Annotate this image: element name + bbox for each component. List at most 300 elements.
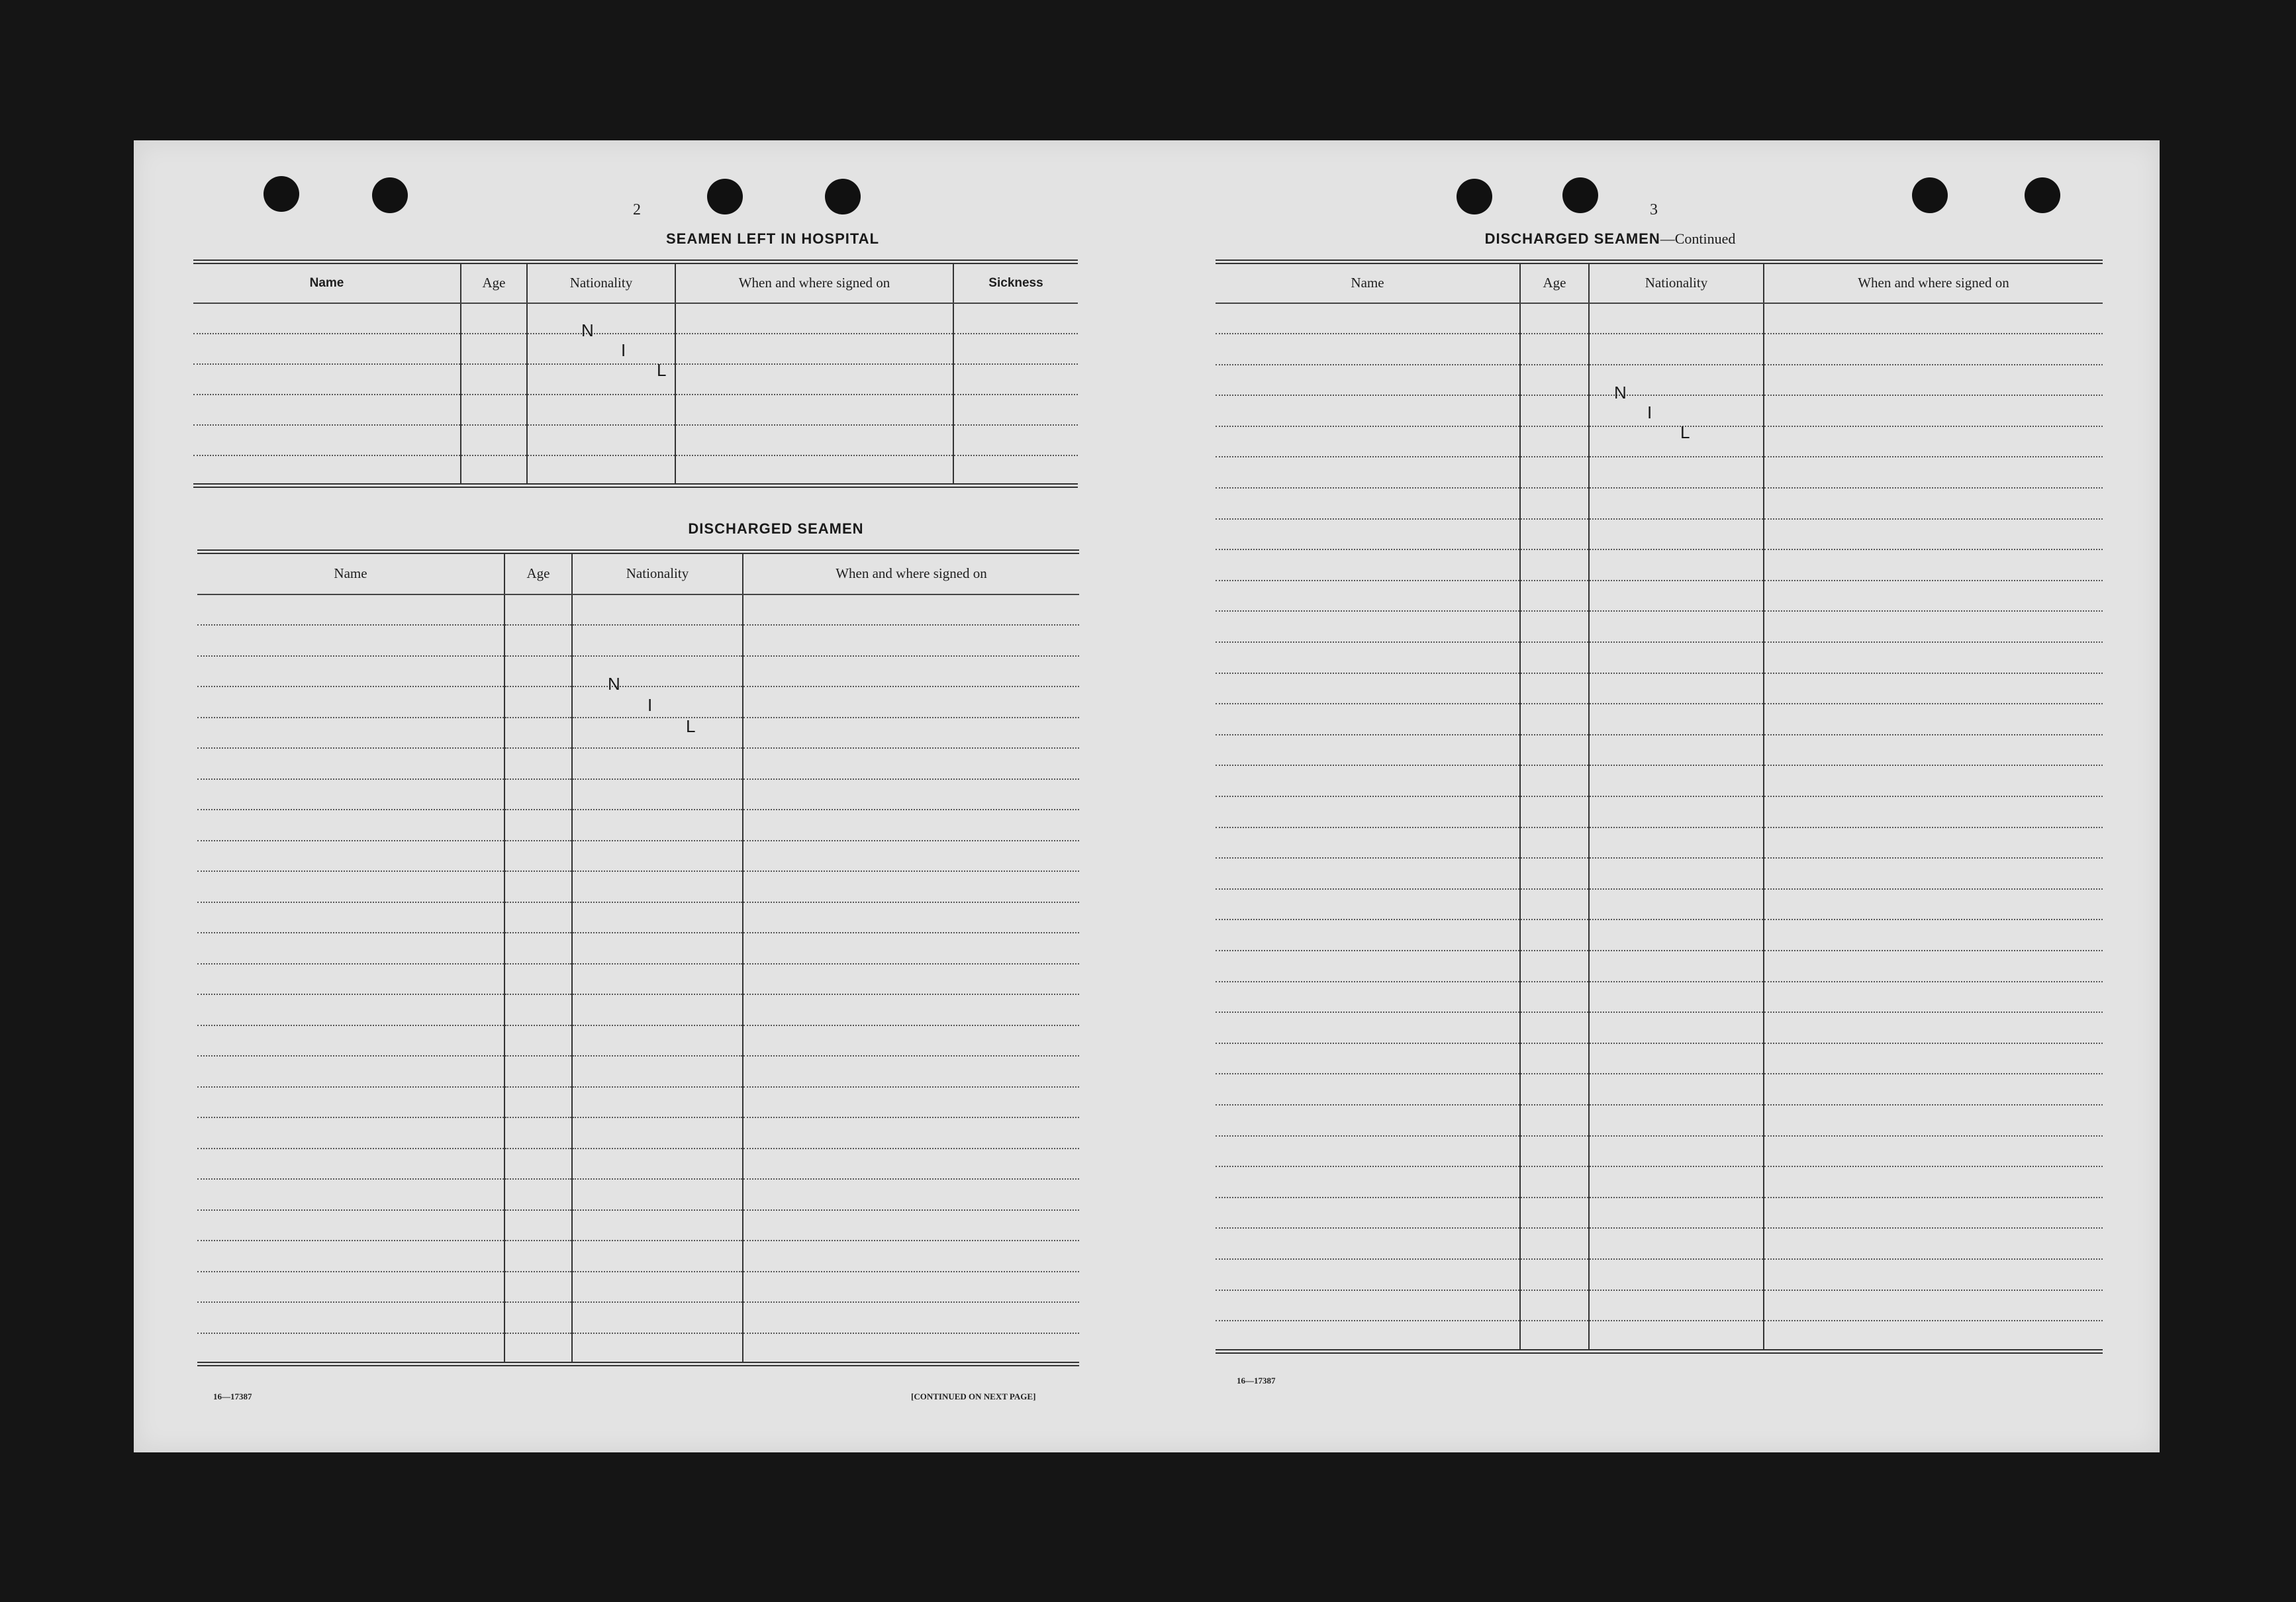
table-row xyxy=(197,964,1079,995)
table-cell xyxy=(1216,1074,1520,1105)
continued-note: [CONTINUED ON NEXT PAGE] xyxy=(911,1391,1036,1401)
table-cell xyxy=(197,933,504,964)
table-cell xyxy=(572,841,743,872)
table-cell xyxy=(197,1117,504,1149)
table-cell xyxy=(572,933,743,964)
table-row xyxy=(197,1241,1079,1272)
table-cell xyxy=(1216,457,1520,488)
table-cell xyxy=(1764,303,2103,334)
table-cell xyxy=(197,748,504,779)
table-cell xyxy=(1589,549,1764,581)
table-cell xyxy=(197,994,504,1025)
table-cell xyxy=(1216,765,1520,796)
table-cell xyxy=(1520,1228,1589,1259)
table-row xyxy=(1216,982,2103,1013)
table-cell xyxy=(1216,334,1520,365)
table-cell xyxy=(1764,735,2103,766)
table-cell xyxy=(1589,1198,1764,1229)
table-cell xyxy=(1520,334,1589,365)
column-header-sickness: Sickness xyxy=(953,262,1078,303)
table-cell xyxy=(675,395,953,425)
table-cell xyxy=(743,1241,1079,1272)
table-cell xyxy=(743,841,1079,872)
table-cell xyxy=(504,964,572,995)
table-row xyxy=(1216,919,2103,951)
table-row xyxy=(1216,827,2103,859)
table-cell xyxy=(197,718,504,749)
table-cell xyxy=(572,1117,743,1149)
table-cell xyxy=(1589,334,1764,365)
table-cell xyxy=(1216,858,1520,889)
nil-entry-letter: L xyxy=(1680,422,1690,442)
hospital-table xyxy=(193,259,1078,488)
punch-hole xyxy=(2025,177,2060,213)
table-cell xyxy=(1216,1136,1520,1167)
table-row xyxy=(197,810,1079,841)
table-cell xyxy=(1764,549,2103,581)
table-cell xyxy=(1216,519,1520,550)
table-cell xyxy=(1589,1074,1764,1105)
table-row xyxy=(193,455,1078,486)
table-cell xyxy=(1589,858,1764,889)
table-cell xyxy=(743,718,1079,749)
column-header-signed-on: When and where signed on xyxy=(675,262,953,303)
punch-hole xyxy=(372,177,408,213)
table-cell xyxy=(1216,1290,1520,1321)
title-suffix: —Continued xyxy=(1660,230,1736,247)
nil-entry-letter: I xyxy=(621,340,626,360)
discharged-continued-table-body xyxy=(1216,303,2103,1352)
table-cell xyxy=(1764,827,2103,859)
table-cell xyxy=(1589,951,1764,982)
discharged-table xyxy=(197,549,1079,1366)
table-cell xyxy=(504,810,572,841)
table-cell xyxy=(1589,1043,1764,1074)
table-cell xyxy=(527,303,675,334)
table-cell xyxy=(197,1149,504,1180)
table-cell xyxy=(1764,581,2103,612)
table-cell xyxy=(1216,1043,1520,1074)
table-cell xyxy=(527,334,675,364)
table-cell xyxy=(504,1333,572,1364)
table-cell xyxy=(572,1025,743,1057)
table-row xyxy=(197,1117,1079,1149)
column-header-name: Name xyxy=(197,552,504,594)
table-cell xyxy=(1589,426,1764,457)
table-cell xyxy=(1764,1228,2103,1259)
table-row xyxy=(197,1179,1079,1210)
table-row xyxy=(1216,457,2103,488)
table-row xyxy=(197,594,1079,626)
table-cell xyxy=(193,425,461,455)
table-cell xyxy=(504,748,572,779)
table-cell xyxy=(197,1333,504,1364)
table-cell xyxy=(1589,642,1764,673)
table-cell xyxy=(1520,519,1589,550)
table-row xyxy=(1216,395,2103,426)
table-cell xyxy=(1764,642,2103,673)
table-cell xyxy=(504,594,572,626)
table-cell xyxy=(197,1025,504,1057)
table-cell xyxy=(1520,1074,1589,1105)
table-cell xyxy=(1589,704,1764,735)
table-cell xyxy=(504,1210,572,1241)
table-row xyxy=(1216,611,2103,642)
table-cell xyxy=(743,1272,1079,1303)
table-cell xyxy=(1764,1321,2103,1352)
table-cell xyxy=(1764,1290,2103,1321)
table-cell xyxy=(197,625,504,656)
table-cell xyxy=(572,594,743,626)
table-cell xyxy=(1589,581,1764,612)
table-cell xyxy=(1216,982,1520,1013)
table-cell xyxy=(743,1087,1079,1118)
table-cell xyxy=(197,1179,504,1210)
table-cell xyxy=(1216,488,1520,519)
table-cell xyxy=(1764,1166,2103,1198)
table-row xyxy=(197,686,1079,718)
table-cell xyxy=(1520,1105,1589,1136)
table-cell xyxy=(675,364,953,395)
table-cell xyxy=(504,1241,572,1272)
table-cell xyxy=(1216,1321,1520,1352)
table-cell xyxy=(197,964,504,995)
table-cell xyxy=(1764,1012,2103,1043)
table-cell xyxy=(572,625,743,656)
punch-hole xyxy=(1912,177,1948,213)
table-cell xyxy=(504,1272,572,1303)
table-cell xyxy=(504,625,572,656)
table-row xyxy=(1216,642,2103,673)
table-cell xyxy=(1589,488,1764,519)
table-cell xyxy=(1589,1105,1764,1136)
table-cell xyxy=(1520,642,1589,673)
table-cell xyxy=(1216,1166,1520,1198)
table-cell xyxy=(1764,1259,2103,1290)
table-cell xyxy=(1764,1198,2103,1229)
table-cell xyxy=(1520,796,1589,827)
table-cell xyxy=(1520,581,1589,612)
column-header-nationality: Nationality xyxy=(527,262,675,303)
table-cell xyxy=(1216,549,1520,581)
table-cell xyxy=(1764,951,2103,982)
table-cell xyxy=(743,902,1079,933)
table-cell xyxy=(953,425,1078,455)
table-row xyxy=(197,1333,1079,1364)
column-header-age: Age xyxy=(461,262,527,303)
table-cell xyxy=(572,748,743,779)
table-cell xyxy=(1764,365,2103,396)
column-header-name: Name xyxy=(193,262,461,303)
table-cell xyxy=(572,686,743,718)
table-cell xyxy=(504,1025,572,1057)
table-row xyxy=(1216,765,2103,796)
table-cell xyxy=(461,364,527,395)
table-row xyxy=(1216,1228,2103,1259)
table-cell xyxy=(1764,765,2103,796)
table-cell xyxy=(1520,611,1589,642)
table-cell xyxy=(504,1149,572,1180)
table-cell xyxy=(1520,889,1589,920)
column-header-signed-on: When and where signed on xyxy=(1764,262,2103,303)
table-cell xyxy=(1520,395,1589,426)
punch-hole xyxy=(1457,179,1492,214)
table-cell xyxy=(1520,827,1589,859)
table-row xyxy=(197,994,1079,1025)
table-cell xyxy=(743,964,1079,995)
table-cell xyxy=(1764,426,2103,457)
table-cell xyxy=(1589,827,1764,859)
table-cell xyxy=(743,994,1079,1025)
table-cell xyxy=(743,1210,1079,1241)
table-cell xyxy=(1520,1136,1589,1167)
table-cell xyxy=(1216,735,1520,766)
table-cell xyxy=(193,334,461,364)
table-cell xyxy=(572,994,743,1025)
table-cell xyxy=(1520,673,1589,704)
table-cell xyxy=(1764,1105,2103,1136)
table-cell xyxy=(1216,704,1520,735)
table-cell xyxy=(1520,1321,1589,1352)
nil-entry-letter: L xyxy=(657,360,667,380)
table-cell xyxy=(1764,982,2103,1013)
column-header-nationality: Nationality xyxy=(1589,262,1764,303)
table-cell xyxy=(461,334,527,364)
table-row xyxy=(193,334,1078,364)
table-cell xyxy=(1520,1012,1589,1043)
table-cell xyxy=(572,1179,743,1210)
table-cell xyxy=(1764,334,2103,365)
table-cell xyxy=(1520,1166,1589,1198)
table-cell xyxy=(1589,519,1764,550)
table-cell xyxy=(197,686,504,718)
table-row xyxy=(1216,858,2103,889)
table-cell xyxy=(572,1056,743,1087)
table-row xyxy=(193,364,1078,395)
table-row xyxy=(1216,365,2103,396)
table-cell xyxy=(461,395,527,425)
table-cell xyxy=(197,1056,504,1087)
table-row xyxy=(193,395,1078,425)
table-row xyxy=(197,1149,1079,1180)
table-cell xyxy=(1764,611,2103,642)
page-number: 3 xyxy=(1650,201,1658,218)
table-cell xyxy=(1589,1290,1764,1321)
table-row xyxy=(1216,704,2103,735)
table-cell xyxy=(1520,1290,1589,1321)
discharged-continued-table xyxy=(1216,259,2103,1354)
table-cell xyxy=(743,1056,1079,1087)
table-cell xyxy=(1589,889,1764,920)
table-row xyxy=(1216,1136,2103,1167)
table-cell xyxy=(1520,1198,1589,1229)
table-cell xyxy=(1216,1012,1520,1043)
table-row xyxy=(1216,549,2103,581)
column-header-nationality: Nationality xyxy=(572,552,743,594)
table-cell xyxy=(572,1302,743,1333)
table-cell xyxy=(1520,704,1589,735)
table-cell xyxy=(743,779,1079,810)
table-row xyxy=(197,902,1079,933)
table-cell xyxy=(743,1333,1079,1364)
table-cell xyxy=(504,1302,572,1333)
table-cell xyxy=(504,1056,572,1087)
punch-hole xyxy=(825,179,861,214)
table-cell xyxy=(1520,951,1589,982)
table-cell xyxy=(1520,919,1589,951)
table-cell xyxy=(572,779,743,810)
table-cell xyxy=(1216,365,1520,396)
table-cell xyxy=(572,1210,743,1241)
table-cell xyxy=(504,902,572,933)
table-cell xyxy=(1520,735,1589,766)
nil-entry-letter: I xyxy=(1647,402,1652,422)
table-row xyxy=(197,1087,1079,1118)
table-cell xyxy=(504,686,572,718)
table-cell xyxy=(1216,1228,1520,1259)
table-cell xyxy=(572,902,743,933)
table-cell xyxy=(1216,919,1520,951)
table-cell xyxy=(572,964,743,995)
table-cell xyxy=(1216,303,1520,334)
table-row xyxy=(1216,1105,2103,1136)
column-header-signed-on: When and where signed on xyxy=(743,552,1079,594)
table-row xyxy=(1216,1290,2103,1321)
table-cell xyxy=(1764,919,2103,951)
table-row xyxy=(1216,1012,2103,1043)
hospital-table-body xyxy=(193,303,1078,486)
table-row xyxy=(193,425,1078,455)
table-cell xyxy=(1589,457,1764,488)
table-cell xyxy=(1216,889,1520,920)
table-cell xyxy=(1764,1074,2103,1105)
table-cell xyxy=(572,1333,743,1364)
table-cell xyxy=(1520,1043,1589,1074)
table-row xyxy=(197,871,1079,902)
table-row xyxy=(1216,303,2103,334)
table-cell xyxy=(504,779,572,810)
table-cell xyxy=(1764,488,2103,519)
table-row xyxy=(197,1272,1079,1303)
table-row xyxy=(1216,1074,2103,1105)
table-cell xyxy=(1520,426,1589,457)
table-cell xyxy=(1216,581,1520,612)
table-cell xyxy=(461,425,527,455)
table-cell xyxy=(1520,488,1589,519)
table-cell xyxy=(572,656,743,687)
column-header-age: Age xyxy=(1520,262,1589,303)
table-row xyxy=(197,656,1079,687)
table-row xyxy=(197,933,1079,964)
table-row xyxy=(197,718,1079,749)
table-cell xyxy=(197,902,504,933)
table-cell xyxy=(675,334,953,364)
table-cell xyxy=(1520,982,1589,1013)
table-cell xyxy=(504,933,572,964)
table-cell xyxy=(1589,611,1764,642)
table-cell xyxy=(197,810,504,841)
column-header-age: Age xyxy=(504,552,572,594)
table-cell xyxy=(1764,395,2103,426)
table-row xyxy=(193,303,1078,334)
table-cell xyxy=(572,1272,743,1303)
table-cell xyxy=(193,364,461,395)
table-cell xyxy=(197,594,504,626)
table-cell xyxy=(504,994,572,1025)
table-cell xyxy=(527,395,675,425)
table-cell xyxy=(572,1149,743,1180)
table-cell xyxy=(743,1025,1079,1057)
table-cell xyxy=(197,1087,504,1118)
table-cell xyxy=(504,718,572,749)
table-row xyxy=(197,1210,1079,1241)
table-cell xyxy=(1589,1259,1764,1290)
document-page xyxy=(134,140,2160,1452)
table-cell xyxy=(1589,765,1764,796)
table-cell xyxy=(953,334,1078,364)
table-cell xyxy=(1589,919,1764,951)
table-cell xyxy=(527,455,675,486)
table-cell xyxy=(1216,1198,1520,1229)
table-cell xyxy=(1216,426,1520,457)
table-row xyxy=(197,1025,1079,1057)
table-cell xyxy=(1589,1012,1764,1043)
table-cell xyxy=(743,1149,1079,1180)
table-row xyxy=(1216,889,2103,920)
table-cell xyxy=(1589,303,1764,334)
table-cell xyxy=(504,656,572,687)
table-cell xyxy=(197,1272,504,1303)
table-row xyxy=(1216,426,2103,457)
table-row xyxy=(1216,488,2103,519)
table-cell xyxy=(1764,858,2103,889)
table-cell xyxy=(743,625,1079,656)
punch-hole xyxy=(707,179,743,214)
table-row xyxy=(197,1302,1079,1333)
table-row xyxy=(197,779,1079,810)
table-cell xyxy=(1764,796,2103,827)
table-row xyxy=(197,1056,1079,1087)
table-cell xyxy=(1216,673,1520,704)
nil-entry-letter: L xyxy=(686,716,696,736)
table-cell xyxy=(953,395,1078,425)
table-row xyxy=(1216,1321,2103,1352)
table-cell xyxy=(1764,889,2103,920)
table-cell xyxy=(743,686,1079,718)
table-row xyxy=(1216,581,2103,612)
table-row xyxy=(1216,673,2103,704)
table-row xyxy=(197,625,1079,656)
table-cell xyxy=(572,1087,743,1118)
table-row xyxy=(1216,1259,2103,1290)
table-cell xyxy=(1216,395,1520,426)
table-cell xyxy=(675,425,953,455)
table-cell xyxy=(743,810,1079,841)
table-cell xyxy=(1589,1228,1764,1259)
table-cell xyxy=(1589,673,1764,704)
table-cell xyxy=(1764,519,2103,550)
discharged-section-title: DISCHARGED SEAMEN xyxy=(688,520,864,537)
table-cell xyxy=(572,871,743,902)
table-cell xyxy=(1520,549,1589,581)
table-row xyxy=(1216,951,2103,982)
title-text: DISCHARGED SEAMEN xyxy=(1484,230,1660,247)
table-cell xyxy=(1216,611,1520,642)
table-cell xyxy=(504,841,572,872)
table-cell xyxy=(197,871,504,902)
table-row xyxy=(1216,1166,2103,1198)
nil-entry-letter: N xyxy=(1614,383,1627,402)
